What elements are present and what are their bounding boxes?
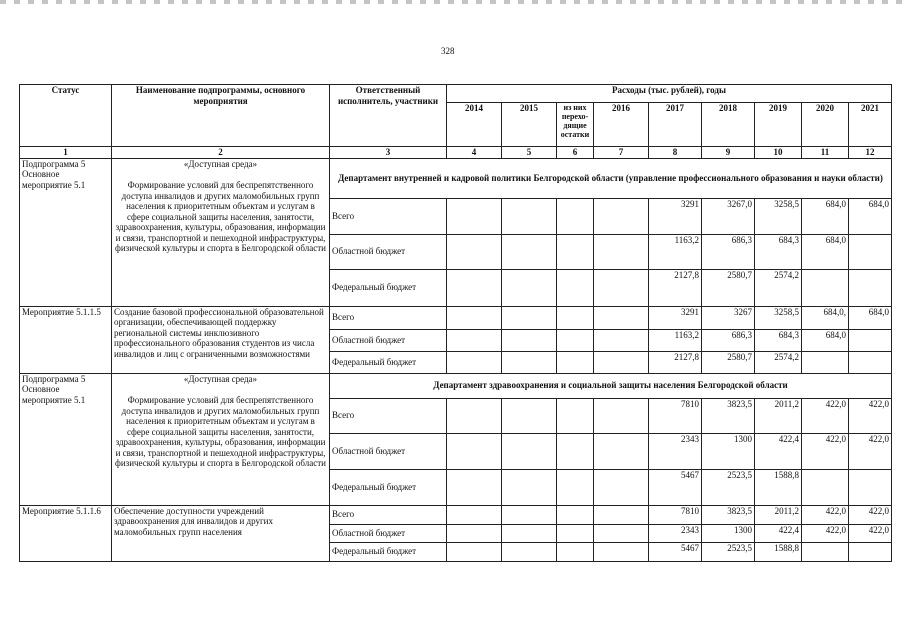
value-cell <box>447 524 502 542</box>
block-name-text: Формирование условий для беспрепятственного доступа инвалидов и других маломобильных групп населения к приоритетным объектам и услугам в сфере социальной защиты населения, занятости, здравоохранения, культуры, образования, информации и связи, транспортной и пешеходной инфраструктуры, физической культуры и спорта в Белгородской области <box>114 395 326 468</box>
value-cell: 2523,5 <box>702 469 755 505</box>
value-cell: 2580,7 <box>702 351 755 373</box>
funding-source-label: Всего <box>330 505 447 524</box>
value-cell <box>447 433 502 469</box>
value-cell: 686,3 <box>702 329 755 351</box>
value-cell: 2574,2 <box>755 269 802 306</box>
value-cell: 7810 <box>649 398 702 433</box>
value-cell: 1588,8 <box>755 469 802 505</box>
page-number: 328 <box>441 46 455 56</box>
value-cell <box>802 469 849 505</box>
header-year-cell: 2015 <box>502 103 557 147</box>
value-cell <box>849 269 892 306</box>
value-cell <box>594 198 649 234</box>
value-cell: 3258,5 <box>755 306 802 329</box>
value-cell: 422,0 <box>849 524 892 542</box>
scan-edge <box>0 0 905 4</box>
value-cell <box>557 198 594 234</box>
block-name: Создание базовой профессиональной образовательной организации, обеспечивающей поддержку региональной системы инклюзивного профессионального образования студентов из числа инвалидов и лиц с ограниченными возможностями <box>112 306 330 373</box>
value-cell: 2011,2 <box>755 398 802 433</box>
value-cell <box>849 469 892 505</box>
department-row <box>20 373 892 398</box>
value-cell <box>594 433 649 469</box>
column-number-cell: 12 <box>849 147 892 159</box>
value-cell: 3823,5 <box>702 398 755 433</box>
header-year-cell: 2017 <box>649 103 702 147</box>
value-cell <box>849 542 892 561</box>
header-status: Статус <box>20 85 112 147</box>
value-cell: 3267,0 <box>702 198 755 234</box>
value-cell <box>557 234 594 269</box>
value-cell <box>557 329 594 351</box>
column-number-cell: 2 <box>112 147 330 159</box>
value-cell: 2580,7 <box>702 269 755 306</box>
column-number-cell: 1 <box>20 147 112 159</box>
value-cell <box>557 433 594 469</box>
block-status: Мероприятие 5.1.1.6 <box>20 505 112 561</box>
value-cell <box>447 198 502 234</box>
value-cell <box>502 306 557 329</box>
funding-source-label: Областной бюджет <box>330 524 447 542</box>
value-cell <box>594 505 649 524</box>
department-name: Департамент здравоохранения и социальной защиты населения Белгородской области <box>330 373 892 398</box>
value-cell <box>502 524 557 542</box>
value-cell: 1163,2 <box>649 234 702 269</box>
value-cell: 422,0 <box>849 433 892 469</box>
funding-row <box>20 505 892 524</box>
value-cell <box>447 269 502 306</box>
value-cell: 684,3 <box>755 234 802 269</box>
value-cell: 684,0 <box>802 198 849 234</box>
funding-source-label: Областной бюджет <box>330 433 447 469</box>
value-cell <box>802 542 849 561</box>
value-cell <box>502 469 557 505</box>
value-cell: 5467 <box>649 542 702 561</box>
block-name-title: «Доступная среда» <box>183 158 258 169</box>
value-cell <box>849 234 892 269</box>
value-cell: 2011,2 <box>755 505 802 524</box>
value-cell: 422,0 <box>802 524 849 542</box>
funding-row <box>20 306 892 329</box>
value-cell <box>594 398 649 433</box>
value-cell: 684,0 <box>802 329 849 351</box>
value-cell: 2127,8 <box>649 351 702 373</box>
value-cell <box>594 469 649 505</box>
value-cell <box>849 329 892 351</box>
funding-source-label: Федеральный бюджет <box>330 351 447 373</box>
value-cell: 684,0 <box>849 306 892 329</box>
header-year-cell: 2016 <box>594 103 649 147</box>
block-status: Подпрограмма 5 Основное мероприятие 5.1 <box>20 373 112 505</box>
value-cell <box>502 269 557 306</box>
value-cell <box>594 329 649 351</box>
value-cell: 3823,5 <box>702 505 755 524</box>
value-cell: 3267 <box>702 306 755 329</box>
column-number-cell: 4 <box>447 147 502 159</box>
column-number-cell: 7 <box>594 147 649 159</box>
value-cell <box>802 351 849 373</box>
value-cell <box>594 306 649 329</box>
column-number-cell: 3 <box>330 147 447 159</box>
block-name <box>112 158 330 306</box>
header-year-cell: 2021 <box>849 103 892 147</box>
value-cell: 422,0 <box>849 398 892 433</box>
value-cell <box>557 398 594 433</box>
value-cell <box>594 351 649 373</box>
value-cell: 422,0 <box>802 433 849 469</box>
column-number-cell: 5 <box>502 147 557 159</box>
value-cell <box>557 269 594 306</box>
value-cell: 686,3 <box>702 234 755 269</box>
funding-source-label: Областной бюджет <box>330 329 447 351</box>
header-year-cell: 2014 <box>447 103 502 147</box>
block-name: Обеспечение доступности учреждений здравоохранения для инвалидов и других маломобильных групп населения <box>112 505 330 561</box>
value-cell <box>502 505 557 524</box>
value-cell <box>447 234 502 269</box>
value-cell <box>502 433 557 469</box>
value-cell: 2343 <box>649 433 702 469</box>
block-name-text: Формирование условий для беспрепятственного доступа инвалидов и других маломобильных групп населения к приоритетным объектам и услугам в сфере социальной защиты населения, занятости, здравоохранения, культуры, образования, информации и связи, транспортной и пешеходной инфраструктуры, физической культуры и спорта в Белгородской области <box>114 180 326 253</box>
header-year-cell: 2019 <box>755 103 802 147</box>
value-cell: 1300 <box>702 524 755 542</box>
budget-table <box>19 84 892 562</box>
value-cell: 684,0 <box>849 198 892 234</box>
value-cell <box>447 398 502 433</box>
funding-source-label: Всего <box>330 398 447 433</box>
value-cell: 422,0 <box>849 505 892 524</box>
value-cell <box>502 398 557 433</box>
header-year-cell: 2020 <box>802 103 849 147</box>
funding-source-label: Всего <box>330 198 447 234</box>
value-cell <box>557 469 594 505</box>
block-name-title: «Доступная среда» <box>183 373 258 384</box>
value-cell <box>502 542 557 561</box>
value-cell: 3291 <box>649 198 702 234</box>
value-cell: 2343 <box>649 524 702 542</box>
value-cell <box>557 524 594 542</box>
value-cell: 422,0 <box>802 505 849 524</box>
funding-source-label: Областной бюджет <box>330 234 447 269</box>
value-cell: 422,0 <box>802 398 849 433</box>
value-cell <box>502 329 557 351</box>
value-cell: 7810 <box>649 505 702 524</box>
value-cell <box>447 306 502 329</box>
value-cell: 2574,2 <box>755 351 802 373</box>
funding-source-label: Федеральный бюджет <box>330 469 447 505</box>
value-cell: 422,4 <box>755 433 802 469</box>
value-cell: 2523,5 <box>702 542 755 561</box>
value-cell <box>802 269 849 306</box>
value-cell <box>557 351 594 373</box>
column-number-cell: 9 <box>702 147 755 159</box>
funding-source-label: Всего <box>330 306 447 329</box>
value-cell: 684,3 <box>755 329 802 351</box>
header-year-cell: из них перехо- дящие остатки <box>557 103 594 147</box>
value-cell <box>594 269 649 306</box>
block-status: Мероприятие 5.1.1.5 <box>20 306 112 373</box>
value-cell: 1163,2 <box>649 329 702 351</box>
header-expenses: Расходы (тыс. рублей), годы <box>447 85 892 103</box>
header-name: Наименование подпрограммы, основного мероприятия <box>112 85 330 147</box>
funding-source-label: Федеральный бюджет <box>330 542 447 561</box>
value-cell <box>502 198 557 234</box>
value-cell <box>594 524 649 542</box>
department-name: Департамент внутренней и кадровой политики Белгородской области (управление профессионального образования и науки области) <box>330 158 892 198</box>
value-cell <box>557 542 594 561</box>
value-cell <box>849 351 892 373</box>
department-row <box>20 158 892 198</box>
funding-source-label: Федеральный бюджет <box>330 269 447 306</box>
value-cell: 3258,5 <box>755 198 802 234</box>
value-cell <box>594 542 649 561</box>
value-cell: 684,0 <box>802 234 849 269</box>
value-cell: 1588,8 <box>755 542 802 561</box>
block-name <box>112 373 330 505</box>
value-cell: 422,4 <box>755 524 802 542</box>
column-number-cell: 8 <box>649 147 702 159</box>
value-cell <box>447 329 502 351</box>
value-cell <box>502 351 557 373</box>
value-cell <box>447 542 502 561</box>
value-cell: 5467 <box>649 469 702 505</box>
column-number-cell: 6 <box>557 147 594 159</box>
value-cell: 1300 <box>702 433 755 469</box>
value-cell <box>447 505 502 524</box>
value-cell: 3291 <box>649 306 702 329</box>
value-cell: 684,0, <box>802 306 849 329</box>
block-status: Подпрограмма 5 Основное мероприятие 5.1 <box>20 158 112 306</box>
value-cell <box>502 234 557 269</box>
value-cell <box>557 505 594 524</box>
header-responsible: Ответственный исполнитель, участники <box>330 85 447 147</box>
value-cell <box>557 306 594 329</box>
value-cell: 2127,8 <box>649 269 702 306</box>
value-cell <box>447 351 502 373</box>
value-cell <box>447 469 502 505</box>
column-number-cell: 11 <box>802 147 849 159</box>
column-number-cell: 10 <box>755 147 802 159</box>
header-year-cell: 2018 <box>702 103 755 147</box>
value-cell <box>594 234 649 269</box>
